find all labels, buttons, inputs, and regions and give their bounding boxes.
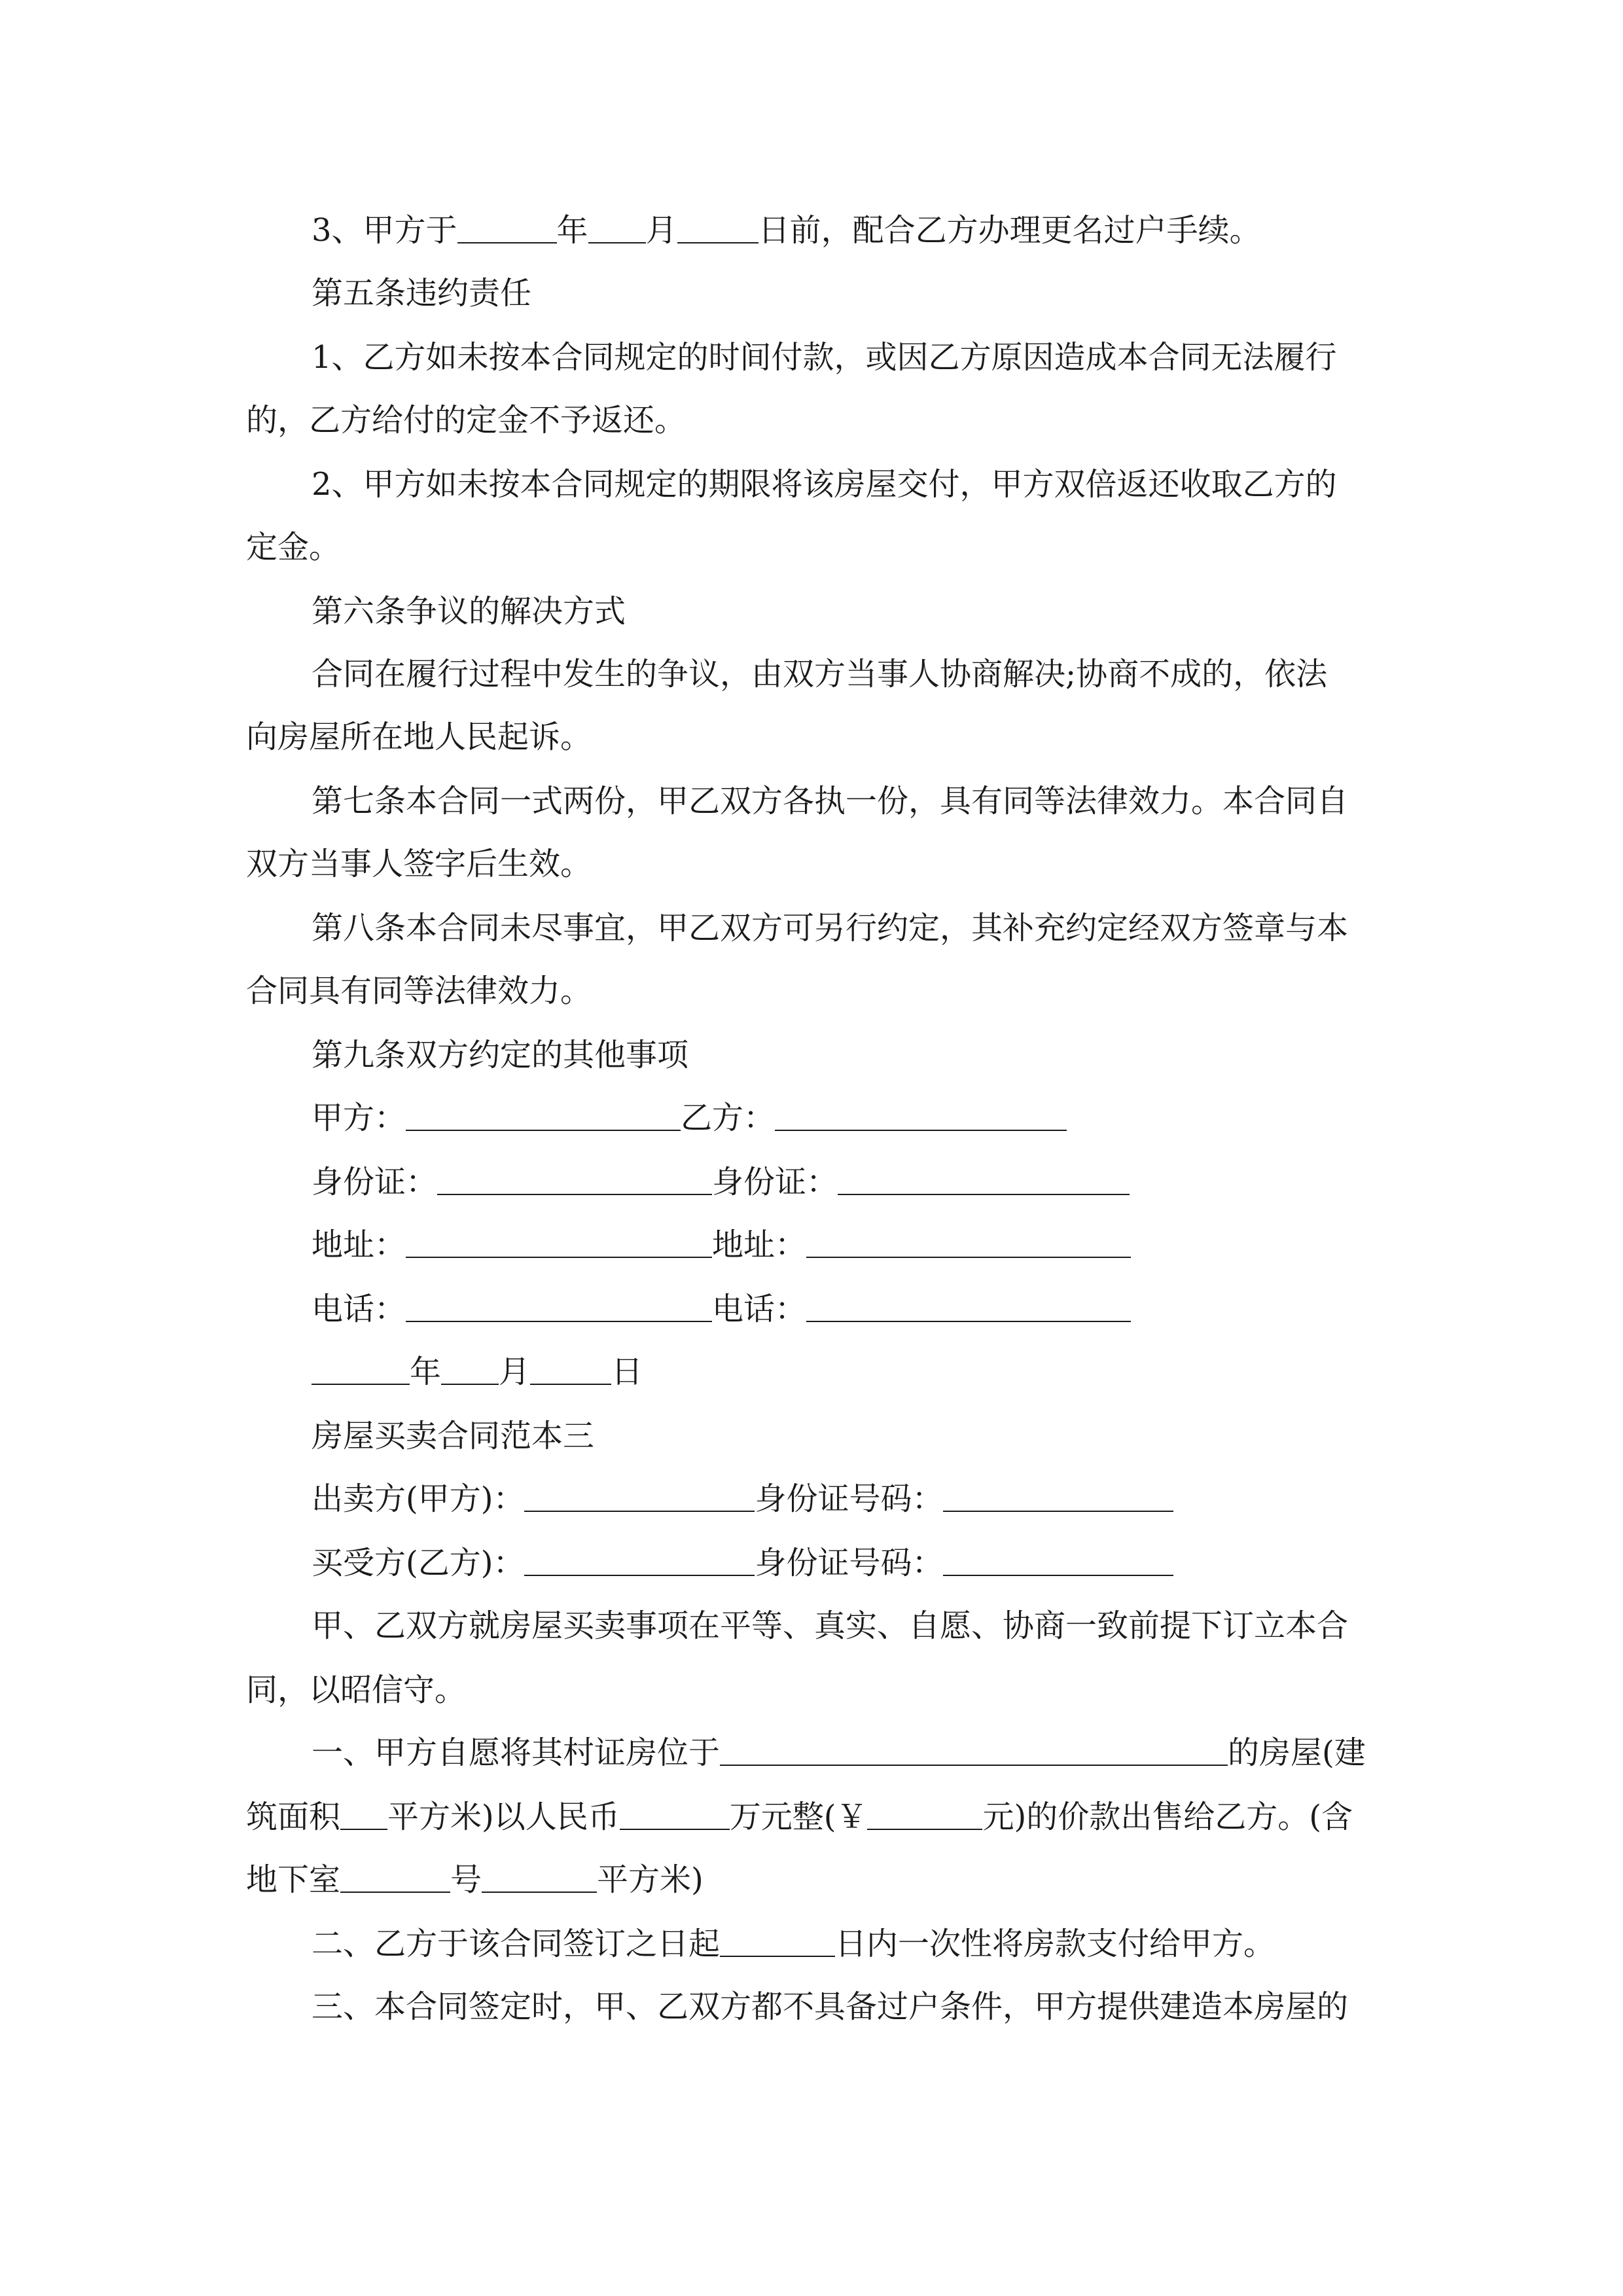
basement-number-field[interactable]: [340, 1861, 450, 1893]
party-b-field[interactable]: [775, 1100, 1067, 1131]
article-5-clause-1-line-1: 1、乙方如未按本合同规定的时间付款，或因乙方原因造成本合同无法履行: [312, 339, 1337, 376]
clause-2: 二、乙方于该合同签订之日起 日内一次性将房款支付给甲方。: [312, 1926, 1275, 1962]
buyer-field[interactable]: [524, 1545, 755, 1576]
article-9-title: 第九条双方约定的其他事项: [312, 1037, 689, 1073]
party-a-field[interactable]: [406, 1100, 681, 1131]
sign-month-field[interactable]: [441, 1354, 499, 1385]
blank-day[interactable]: [677, 212, 758, 243]
blank-month[interactable]: [588, 212, 646, 243]
article-6-line-1: 合同在履行过程中发生的争议，由双方当事人协商解决;协商不成的，依法: [312, 656, 1328, 692]
article-5-clause-1-line-2: 的，乙方给付的定金不予返还。: [246, 402, 687, 439]
buyer-row: 买受方(乙方)： 身份证号码：: [312, 1542, 1378, 1584]
signature-date-row: 年 月 日: [312, 1351, 1378, 1393]
signature-id-row: 身份证： 身份证：: [312, 1161, 1378, 1203]
house-location-field[interactable]: [720, 1734, 1228, 1766]
area-field[interactable]: [340, 1799, 387, 1830]
article-7-line-2: 双方当事人签字后生效。: [246, 846, 592, 882]
clause-4-3: 3、甲方于 年 月 日前，配合乙方办理更名过户手续。: [312, 212, 1261, 249]
article-6-title: 第六条争议的解决方式: [312, 593, 626, 630]
sign-year-field[interactable]: [312, 1354, 410, 1385]
article-5-clause-2-line-2: 定金。: [246, 529, 341, 565]
address-b-field[interactable]: [806, 1227, 1131, 1258]
clause-1-line-2: 筑面积 平方米)以人民币 万元整(￥ 元)的价款出售给乙方。(含: [246, 1799, 1353, 1835]
price-wan-field[interactable]: [620, 1799, 730, 1830]
sign-day-field[interactable]: [530, 1354, 611, 1385]
intro-line-2: 同，以昭信守。: [246, 1672, 467, 1708]
signature-party-row: 甲方： 乙方：: [312, 1097, 1378, 1139]
basement-area-field[interactable]: [482, 1861, 597, 1893]
intro-line-1: 甲、乙双方就房屋买卖事项在平等、真实、自愿、协商一致前提下订立本合: [312, 1607, 1349, 1644]
article-5-title: 第五条违约责任: [312, 275, 532, 312]
seller-row: 出卖方(甲方)： 身份证号码：: [312, 1478, 1378, 1520]
price-yuan-field[interactable]: [867, 1799, 982, 1830]
seller-field[interactable]: [524, 1480, 755, 1512]
signature-address-row: 地址： 地址：: [312, 1224, 1378, 1266]
sample-3-title: 房屋买卖合同范本三: [312, 1418, 595, 1454]
blank-year[interactable]: [457, 212, 557, 243]
article-6-line-2: 向房屋所在地人民起诉。: [246, 719, 592, 755]
article-8-line-1: 第八条本合同未尽事宜，甲乙双方可另行约定，其补充约定经双方签章与本: [312, 910, 1349, 946]
signature-phone-row: 电话： 电话：: [312, 1288, 1378, 1330]
clause-3-line-1: 三、本合同签定时，甲、乙双方都不具备过户条件，甲方提供建造本房屋的: [312, 1988, 1349, 2025]
article-5-clause-2-line-1: 2、甲方如未按本合同规定的期限将该房屋交付，甲方双倍返还收取乙方的: [312, 466, 1337, 503]
phone-a-field[interactable]: [406, 1291, 712, 1322]
clause-1-line-3: 地下室 号 平方米): [246, 1861, 704, 1898]
seller-id-field[interactable]: [943, 1480, 1173, 1512]
payment-days-field[interactable]: [720, 1926, 835, 1957]
address-a-field[interactable]: [406, 1227, 712, 1258]
id-b-field[interactable]: [838, 1164, 1130, 1195]
phone-b-field[interactable]: [806, 1291, 1131, 1322]
id-a-field[interactable]: [437, 1164, 712, 1195]
article-7-line-1: 第七条本合同一式两份，甲乙双方各执一份，具有同等法律效力。本合同自: [312, 783, 1349, 819]
buyer-id-field[interactable]: [943, 1545, 1173, 1576]
article-8-line-2: 合同具有同等法律效力。: [246, 973, 592, 1009]
clause-1-line-1: 一、甲方自愿将其村证房位于 的房屋(建: [312, 1734, 1366, 1771]
